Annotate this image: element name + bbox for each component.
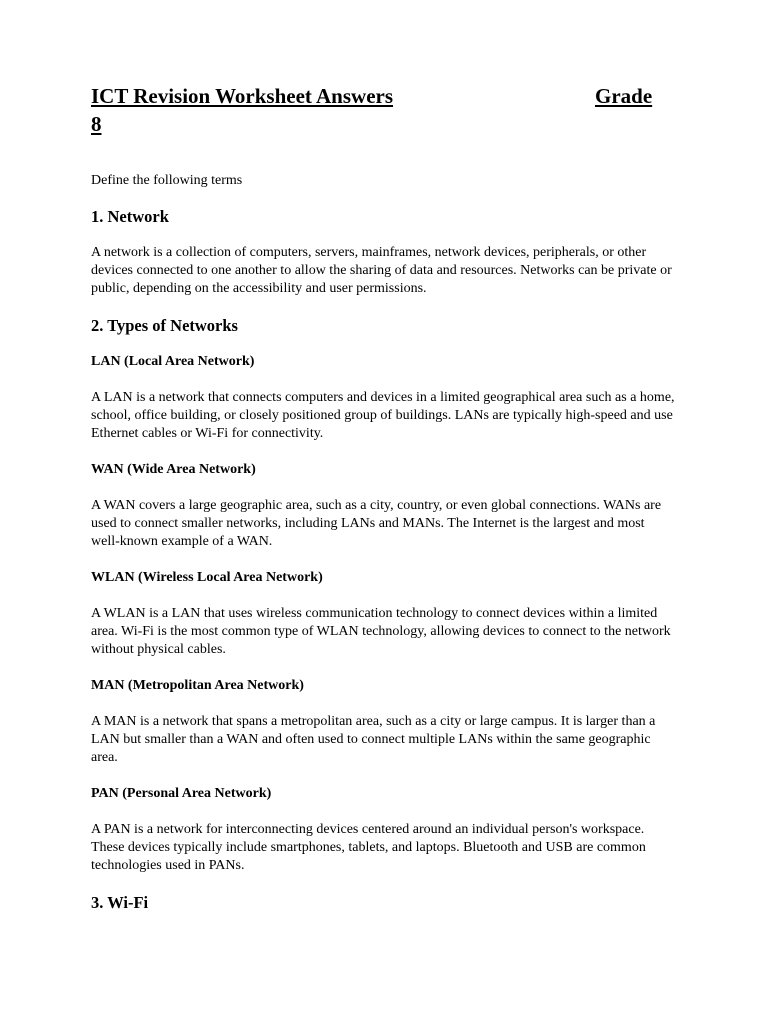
grade-number: 8 xyxy=(91,112,102,136)
document-title: ICT Revision Worksheet Answers xyxy=(91,84,394,108)
subheading-wlan: WLAN (Wireless Local Area Network) xyxy=(91,570,323,585)
document-body xyxy=(91,172,675,930)
wan-definition: A WAN covers a large geographic area, such as a city, country, or even global connections. WANs are used to connect smaller networks, including LANs and MANs. The Internet is the largest and most well-known example of a WAN. xyxy=(91,498,662,549)
subheading-lan: LAN (Local Area Network) xyxy=(91,354,255,369)
subheading-pan: PAN (Personal Area Network) xyxy=(91,786,272,801)
grade-label: Grade xyxy=(595,84,653,108)
lan-definition: A LAN is a network that connects computers and devices in a limited geographical area such as a home, school, office building, or closely positioned group of buildings. LANs are typically high-speed and use Ethernet cables or Wi-Fi for connectivity. xyxy=(91,390,675,441)
pan-definition: A PAN is a network for interconnecting devices centered around an individual person's workspace. These devices typically include smartphones, tablets, and laptops. Bluetooth and USB are common technologies used in PANs. xyxy=(91,822,646,873)
section-heading-types: 2. Types of Networks xyxy=(91,316,238,335)
man-definition: A MAN is a network that spans a metropolitan area, such as a city or large campus. It is larger than a LAN but smaller than a WAN and often used to connect multiple LANs within the same geographic area. xyxy=(91,714,656,765)
section-heading-wifi: 3. Wi-Fi xyxy=(91,893,149,912)
instructions: Define the following terms xyxy=(91,173,243,188)
subheading-man: MAN (Metropolitan Area Network) xyxy=(91,678,304,693)
wlan-definition: A WLAN is a LAN that uses wireless communication technology to connect devices within a limited area. Wi-Fi is the most common type of WLAN technology, allowing devices to connect to the network without physical cables. xyxy=(91,606,671,657)
document-header xyxy=(91,84,675,144)
network-definition: A network is a collection of computers, servers, mainframes, network devices, peripherals, or other devices connected to one another to allow the sharing of data and resources. Networks can be private or public, depending on the accessibility and user permissions. xyxy=(91,245,672,296)
subheading-wan: WAN (Wide Area Network) xyxy=(91,462,256,477)
section-heading-network: 1. Network xyxy=(91,207,169,226)
